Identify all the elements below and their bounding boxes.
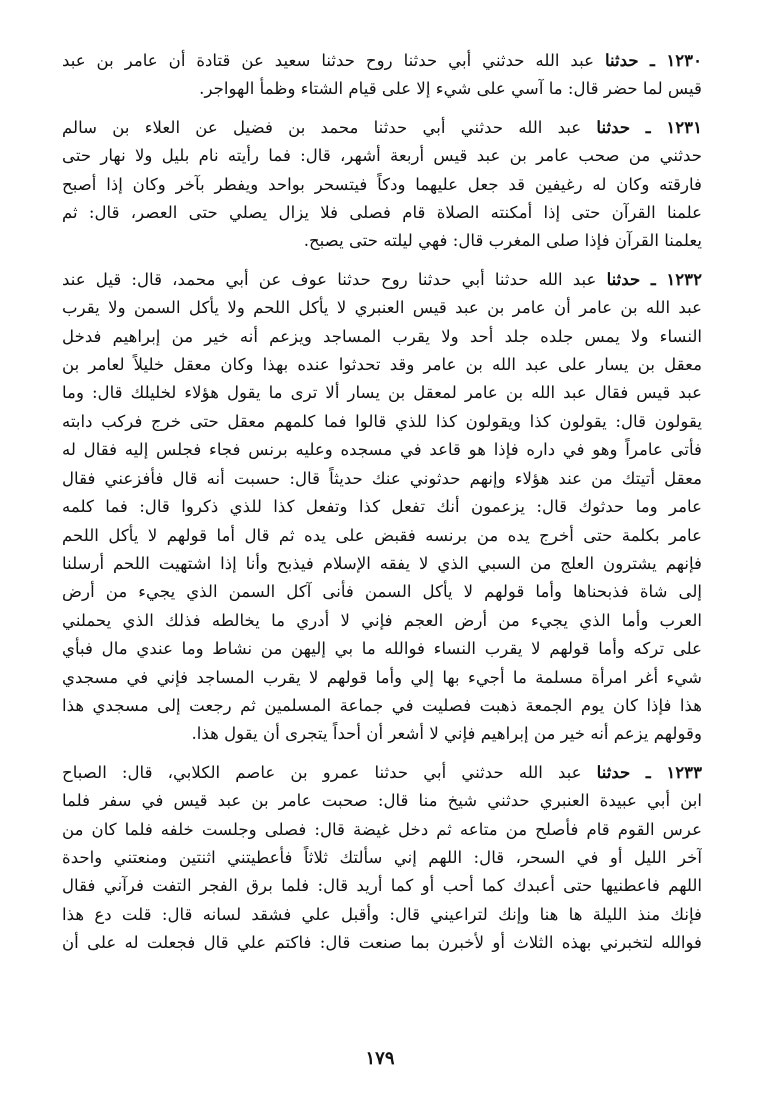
line-text: عبد الله بن عامر أن عامر بن عبد قيس العنبري لا يأكل اللحم ولا يأكل السمن ولا يقرب	[62, 298, 702, 318]
text-line	[62, 408, 702, 436]
line-text: فإنهم يشترون العلج من السبي الذي لا يفقه الإسلام فيذبح وأنا إذا اشتهيت اللحم أرسلنا	[62, 553, 702, 573]
line-text: العرب وأما الذي يجيء من أرض العجم فإني لا أدري ما يخالطه فذلك الذي يحملني	[62, 610, 702, 630]
text-line	[62, 872, 702, 900]
hadith-paragraph	[62, 265, 702, 749]
text-line	[62, 323, 702, 351]
text-line	[62, 929, 702, 957]
narration-keyword: حدثنا	[596, 761, 631, 782]
text-line	[62, 720, 702, 748]
line-text: حدثني من صحب عامر بن عبد قيس أربعة أشهر، قال: فما رأيته نام بليل ولا نهار حتى	[62, 146, 702, 166]
hadith-number: ١٢٣٠	[666, 50, 702, 70]
text-line	[62, 816, 702, 844]
narration-keyword: حدثنا	[606, 268, 641, 289]
text-line	[62, 522, 702, 550]
text-line	[62, 75, 702, 103]
line-text: على تركه وأما قولهم لا يقرب النساء فوالله ما بي إليهن من نشاط وما عندي مال فبأي	[62, 639, 702, 659]
line-text: يقولون قال: يقولون كذا ويقولون كذا للذي قالوا فما كلمهم معقل حتى خرج فركب دابته	[62, 411, 702, 431]
hadith-separator: ـ	[630, 116, 667, 137]
narration-keyword: حدثنا	[596, 116, 631, 137]
hadith-separator: ـ	[640, 268, 667, 289]
text-line	[62, 578, 702, 606]
text-line	[62, 607, 702, 635]
hadith-separator: ـ	[638, 50, 667, 70]
text-line	[62, 265, 702, 294]
line-text: فوالله لتخبرني بهذه الثلاث أو لأخبرن بما صنعت قال: فاكتم علي قال فجعلت له على أن	[62, 933, 702, 953]
text-line	[62, 46, 702, 75]
line-text: معقل أتيتك من عند هؤلاء وإنهم حدثوني عنك حديثاً قال: حسبت أنه قال فأفزعني فقال	[62, 468, 702, 488]
line-text: إلى شاة فذبحناها وأما قولهم لا يأكل السمن فأنى آكل السمن الذي يجيء من أرض	[62, 582, 702, 602]
hadith-number: ١٢٣٢	[666, 268, 702, 289]
text-line	[62, 351, 702, 379]
line-text: ابن أبي عبيدة العنبري حدثني شيخ منا قال: صحبت عامر بن عبد قيس في سفر فلما	[62, 791, 702, 811]
text-line	[62, 635, 702, 663]
line-text: عرس القوم قام فأصلح من متاعه ثم دخل غيضة قال: فصلى وجلست خلفه فلما كان من	[62, 819, 702, 839]
line-text: هذا فإذا كان يوم الجمعة ذهبت فصليت في جماعة المسلمين ثم رجعت إلى مسجدي هذا	[62, 695, 702, 715]
line-text: آخر الليل أو في السحر، قال: اللهم إني سألتك ثلاثاً فأعطيتني اثنتين ومنعتني واحدة	[62, 847, 702, 867]
text-line	[62, 901, 702, 929]
hadith-number: ١٢٣٣	[666, 761, 702, 782]
line-text: عبد الله حدثني أبي حدثنا روح حدثنا سعيد عن قتادة أن عامر بن عبد	[62, 51, 595, 70]
line-text: قيس لما حضر قال: ما آسي على شيء إلا على قيام الشتاء وظمأ الهواجر.	[199, 79, 702, 99]
page-number: ١٧٩	[365, 1048, 395, 1069]
line-text: معقل بن يسار على عبد الله بن عامر وقد تحدثوا عنده بهذا وكان معقل خليلاً لعامر بن	[62, 355, 702, 375]
text-line	[62, 664, 702, 692]
line-text: شيء أغر امرأة مسلمة ما أجيء بها إلي وأما قولهم لا يقرب المساجد فإني في مسجدي	[62, 667, 702, 687]
line-text: عبد الله حدثنا أبي حدثنا روح حدثنا عوف عن أبي محمد، قال: قيل عند	[62, 269, 597, 289]
text-line	[62, 493, 702, 521]
hadith-paragraph	[62, 46, 702, 104]
text-line	[62, 227, 702, 255]
text-line	[62, 436, 702, 464]
line-text: اللهم فاعطنيها حتى أعبدك كما أحب أو كما أريد قال: فلما برق الفجر التفت فرآني فقال	[62, 876, 702, 896]
line-text: عبد الله حدثني أبي حدثنا عمرو بن عاصم الكلابي، قال: الصباح	[62, 762, 582, 782]
line-text: عامر وما حدثوك قال: يزعمون أنك تفعل كذا وتفعل كذا للذي ذكروا قال: فما كلمه	[62, 497, 702, 517]
line-text: فإنك منذ الليلة ها هنا وإنك لتراعيني قال: وأقبل علي فشقد لسانه قال: قلت دع هذا	[62, 904, 702, 924]
line-text: علمنا القرآن حتى إذا أمكنته الصلاة قام فصلى فلا يزال يصلي حتى العصر، قال: ثم	[62, 203, 702, 223]
text-line	[62, 379, 702, 407]
line-text: يعلمنا القرآن فإذا صلى المغرب قال: فهي ليلته حتى يصبح.	[303, 231, 702, 251]
line-text: النساء ولا يمس جلده جلد أحد ولا يقرب المساجد ويزعم أنه خير من إبراهيم فدخل	[62, 326, 702, 346]
text-line	[62, 142, 702, 170]
line-text: وقولهم يزعم أنه خير من إبراهيم فإني لا أشعر أن أحداً يتجرى أن يقول هذا.	[191, 724, 702, 744]
line-text: عبد قيس فقال عبد الله بن عامر لمعقل بن يسار ألا ترى ما يقول هؤلاء لخليلك قال: وما	[62, 383, 702, 403]
text-line	[62, 787, 702, 815]
text-line	[62, 294, 702, 322]
line-text: عامر بكلمة حتى أخرج يده من برنسه فقبض على يده ثم قال أما قولهم لا يأكل اللحم	[62, 525, 702, 545]
line-text: عبد الله حدثني أبي حدثنا محمد بن فضيل عن العلاء بن سالم	[62, 117, 582, 137]
line-text: فارقته وكان له رغيفين قد جعل عليهما ودكاً فيتسحر بواحد ويفطر بآخر وكان إذا أصبح	[62, 174, 702, 194]
hadith-number: ١٢٣١	[666, 116, 702, 137]
text-line	[62, 758, 702, 787]
text-line	[62, 171, 702, 199]
line-text: فأتى عامراً وهو في داره فإذا هو قاعد في مسجده وعليه برنس فجاء فجلس إليه فقال له	[62, 440, 702, 460]
text-line	[62, 113, 702, 142]
narration-keyword: حدثنا	[604, 50, 639, 70]
hadith-paragraph	[62, 113, 702, 256]
text-line	[62, 199, 702, 227]
hadith-separator: ـ	[630, 761, 667, 782]
text-line	[62, 844, 702, 872]
hadith-paragraph	[62, 758, 702, 958]
text-line	[62, 692, 702, 720]
text-line	[62, 550, 702, 578]
text-line	[62, 465, 702, 493]
